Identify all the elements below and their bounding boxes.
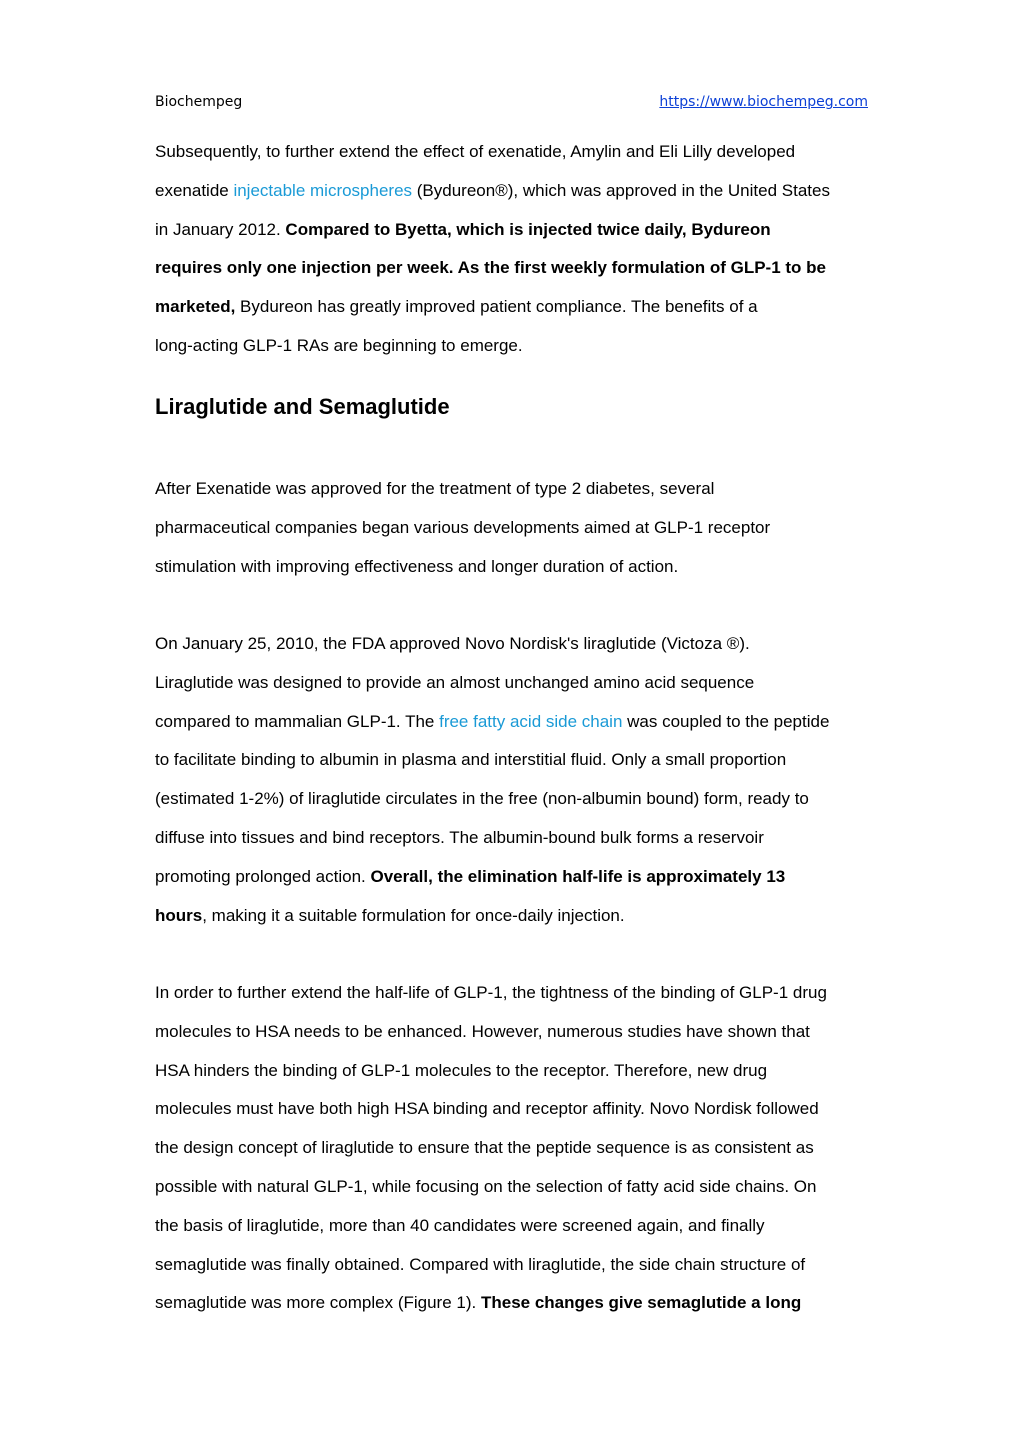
bold-text: Compared to Byetta, which is injected twice daily, Bydureon xyxy=(285,219,771,239)
header-url-link[interactable]: https://www.biochempeg.com xyxy=(659,94,868,110)
text-line: long-acting GLP-1 RAs are beginning to emerge. xyxy=(155,335,523,355)
paragraph-exenatide-developments xyxy=(155,470,875,586)
bold-text: requires only one injection per week. As the first weekly formulation of GLP-1 to be xyxy=(155,258,827,278)
text-line: the basis of liraglutide, more than 40 candidates were screened again, and finally xyxy=(155,1215,765,1235)
text-line: On January 25, 2010, the FDA approved Novo Nordisk's liraglutide (Victoza ®). xyxy=(155,634,750,653)
bold-text: These changes give semaglutide a long xyxy=(480,1293,802,1313)
text-line: molecules must have both high HSA binding and receptor affinity. Novo Nordisk followed xyxy=(155,1099,819,1119)
text-line: In order to further extend the half-life of GLP-1, the tightness of the binding of GLP-1 drug xyxy=(155,983,827,1002)
header-brand: Biochempeg xyxy=(155,94,243,110)
text-line: After Exenatide was approved for the treatment of type 2 diabetes, several xyxy=(155,479,715,498)
text-line: Subsequently, to further extend the effect of exenatide, Amylin and Eli Lilly developed xyxy=(155,142,796,161)
text-line: possible with natural GLP-1, while focusing on the selection of fatty acid side chains. On xyxy=(155,1176,817,1196)
section-heading: Liraglutide and Semaglutide xyxy=(155,394,450,419)
text-line: semaglutide was finally obtained. Compared with liraglutide, the side chain structure of xyxy=(155,1254,806,1274)
bold-text: Overall, the elimination half-life is approximately 13 xyxy=(370,866,786,886)
text-line: the design concept of liraglutide to ensure that the peptide sequence is as consistent as xyxy=(155,1138,814,1158)
paragraph-bydureon xyxy=(155,133,875,366)
text-line: promoting prolonged action. Overall, the elimination half-life is approximately 13 xyxy=(155,866,786,886)
text-line: stimulation with improving effectiveness and longer duration of action. xyxy=(155,556,679,576)
bold-text: marketed, xyxy=(155,297,236,317)
text-line xyxy=(155,249,875,288)
text-line: marketed, Bydureon has greatly improved patient compliance. The benefits of a xyxy=(155,297,758,317)
text-line: hours, making it a suitable formulation for once-daily injection. xyxy=(155,905,625,925)
text-line: compared to mammalian GLP-1. The free fatty acid side chain was coupled to the peptide xyxy=(155,711,830,731)
injectable-microspheres-link[interactable]: injectable microspheres xyxy=(233,180,413,200)
text-line: Liraglutide was designed to provide an almost unchanged amino acid sequence xyxy=(155,672,755,692)
text-line: HSA hinders the binding of GLP-1 molecules to the receptor. Therefore, new drug xyxy=(155,1060,768,1080)
text-line: molecules to HSA needs to be enhanced. However, numerous studies have shown that xyxy=(155,1021,810,1041)
text-line: (estimated 1-2%) of liraglutide circulates in the free (non-albumin bound) form, ready to xyxy=(155,789,809,809)
text-line: exenatide injectable microspheres (Bydureon®), which was approved in the United States xyxy=(155,180,830,200)
free-fatty-acid-side-chain-link[interactable]: free fatty acid side chain xyxy=(439,711,623,731)
text-line: pharmaceutical companies began various developments aimed at GLP-1 receptor xyxy=(155,517,771,537)
bold-text: hours xyxy=(155,905,203,925)
page-header xyxy=(155,94,868,116)
text-line: in January 2012. Compared to Byetta, which is injected twice daily, Bydureon xyxy=(155,219,771,239)
text-line: semaglutide was more complex (Figure 1). These changes give semaglutide a long xyxy=(155,1293,802,1313)
paragraph-liraglutide xyxy=(155,625,875,935)
paragraph-semaglutide xyxy=(155,974,875,1323)
text-line: to facilitate binding to albumin in plasma and interstitial fluid. Only a small proportion xyxy=(155,750,787,770)
text-line: diffuse into tissues and bind receptors. The albumin-bound bulk forms a reservoir xyxy=(155,827,764,847)
